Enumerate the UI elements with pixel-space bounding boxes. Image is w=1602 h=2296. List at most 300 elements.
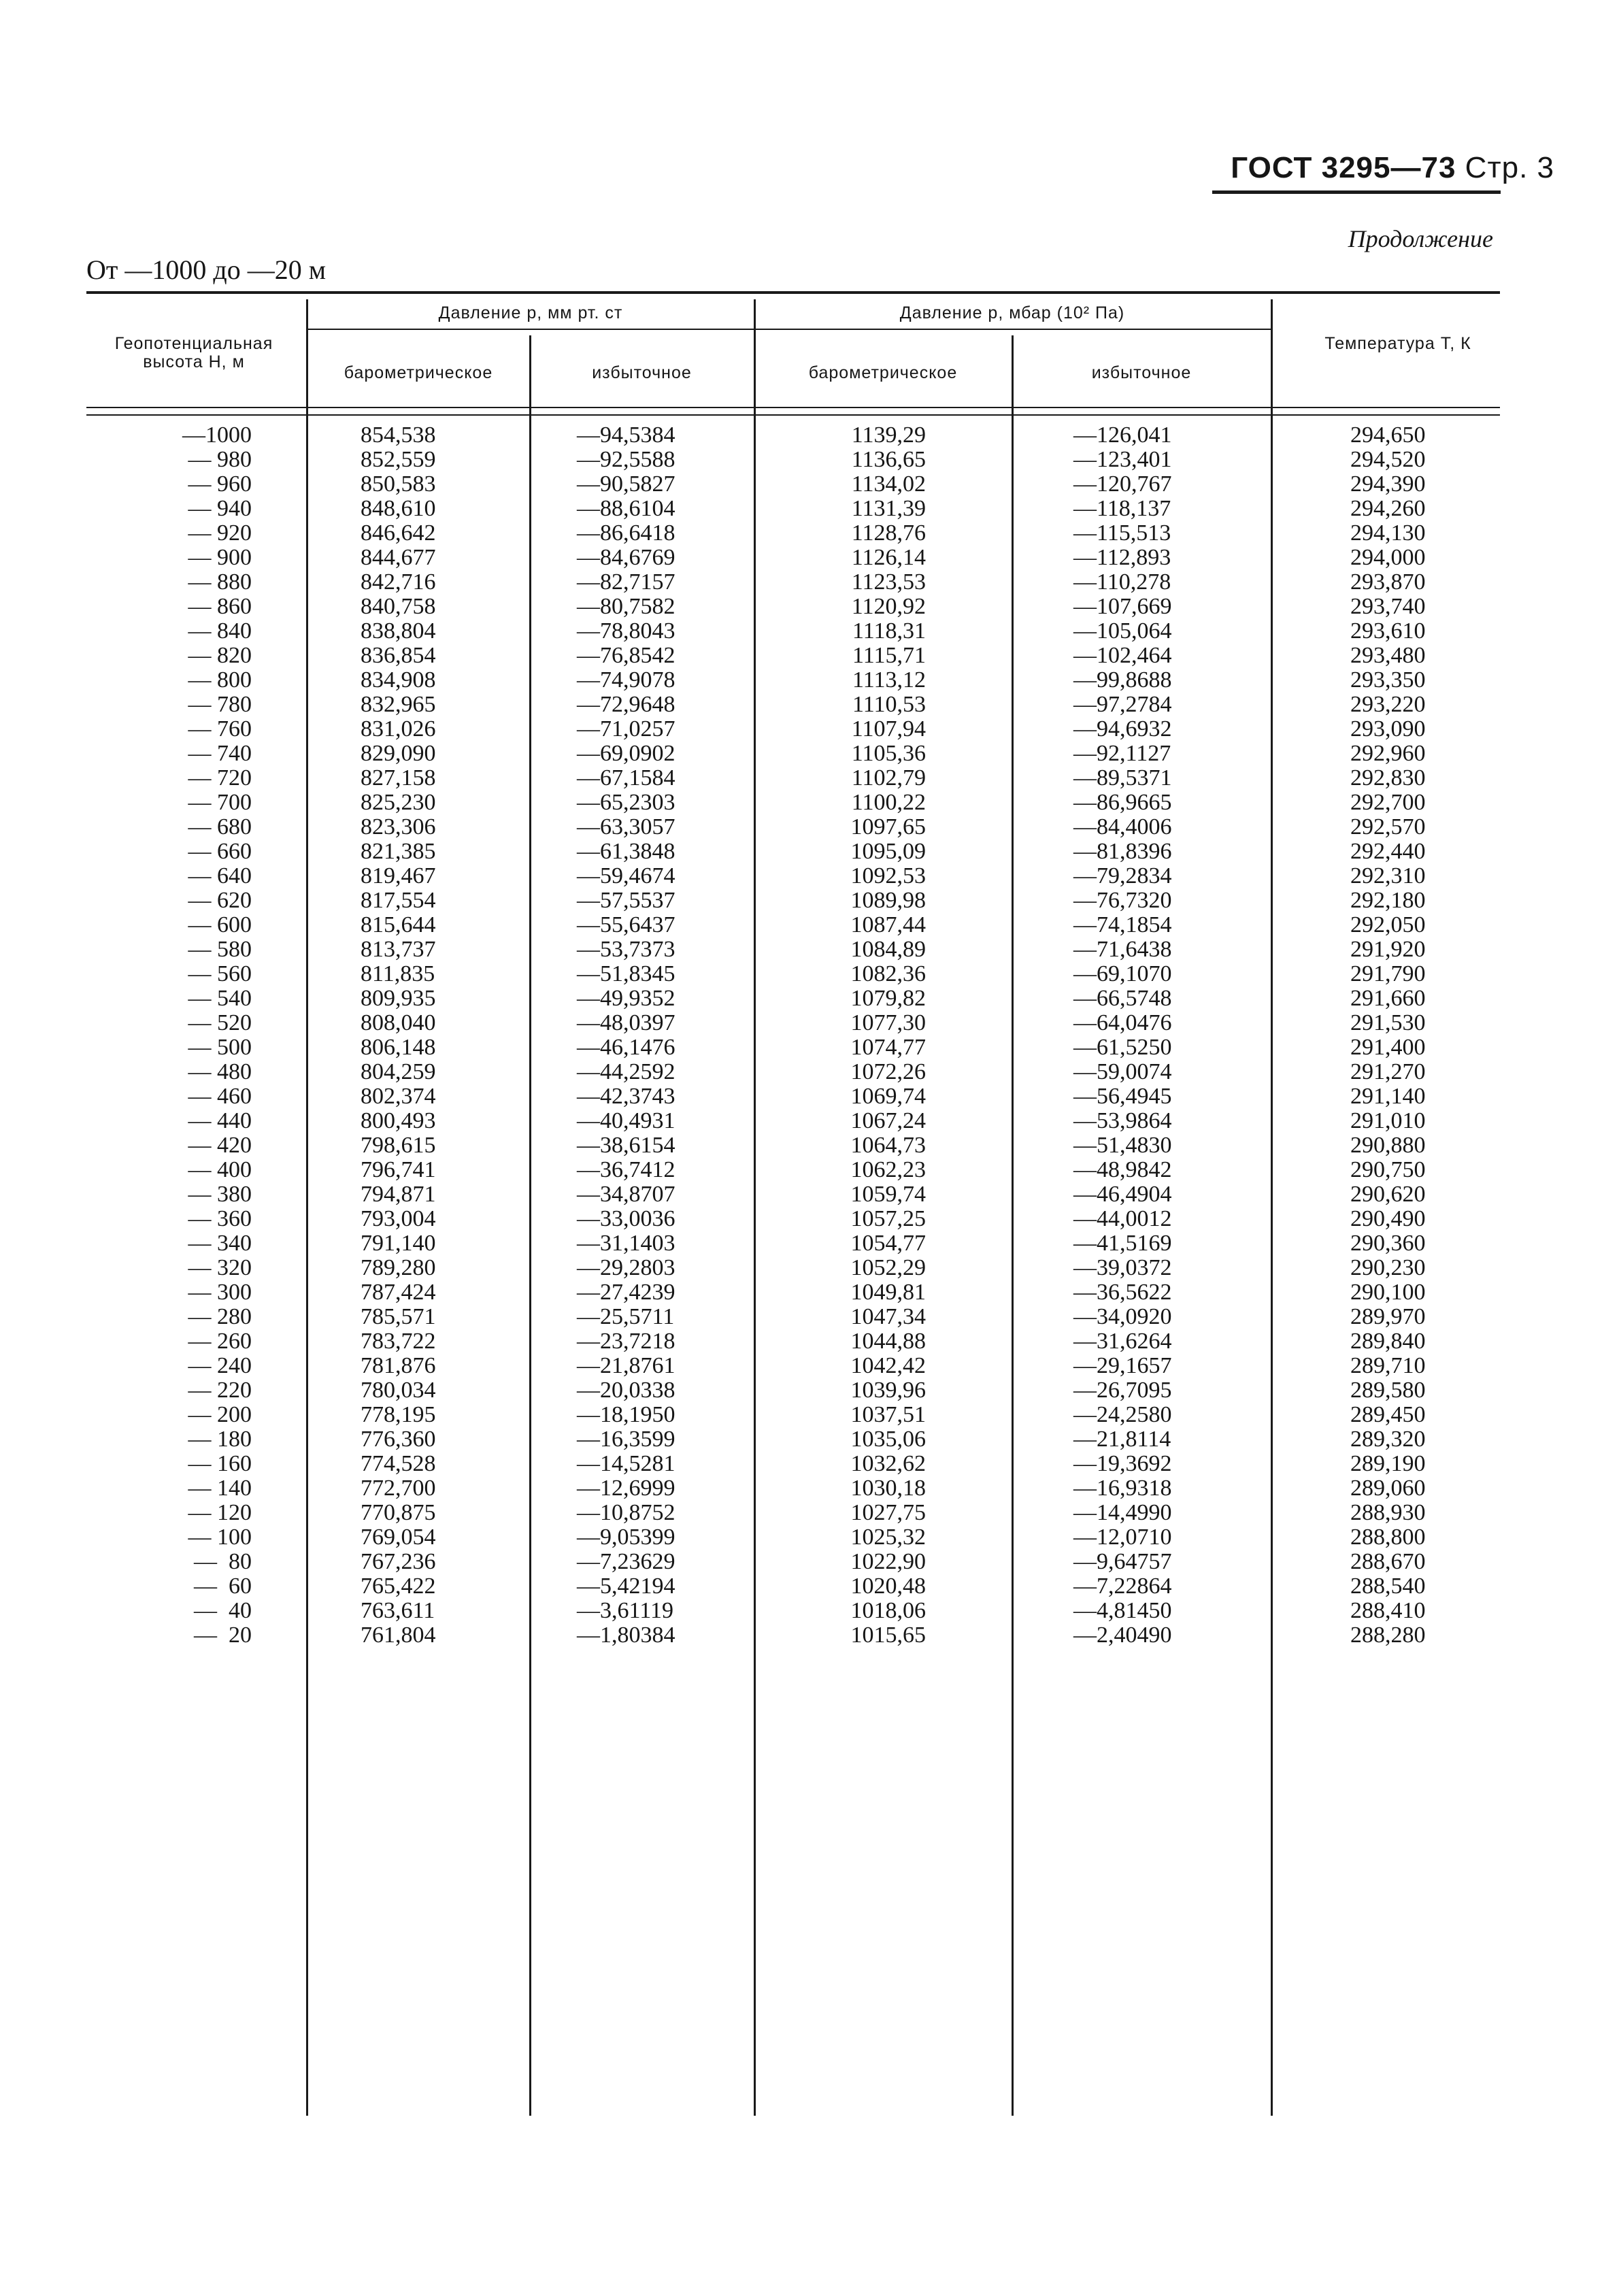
barometric-mmhg-cell: 840,758 [361,594,436,619]
barometric-mmhg-cell: 778,195 [361,1402,436,1427]
height-cell: — 200 [188,1402,252,1427]
barometric-mmhg-cell: 829,090 [361,741,436,766]
barometric-mmhg-cell: 791,140 [361,1231,436,1256]
excess-mbar-cell: —84,4006 [1073,814,1172,839]
excess-mbar-cell: —115,513 [1073,520,1171,546]
row-group [122,1403,252,1525]
excess-mmhg-cell: —12,6999 [577,1476,675,1501]
barometric-mbar-cell: 1134,02 [851,471,926,497]
excess-mbar-cell: —97,2784 [1073,692,1172,717]
excess-mbar-cell: —41,5169 [1073,1231,1172,1256]
barometric-mmhg-cell: 850,583 [361,471,436,497]
excess-mmhg-cell: —69,0902 [577,741,675,766]
excess-mmhg-header: избыточное [592,363,692,382]
header-bottom-rule-2 [86,414,1500,416]
temperature-cell: 290,750 [1350,1157,1426,1182]
barometric-mbar-cell: 1059,74 [850,1182,926,1207]
height-cell: — 180 [188,1427,252,1452]
temperature-cell: 292,440 [1350,839,1426,864]
excess-mmhg-cell: —29,2803 [577,1255,675,1280]
height-cell: — 480 [188,1059,252,1084]
height-cell: — 380 [188,1182,252,1207]
height-column-header: Геопотенциальная высота H, м [114,334,273,371]
row-group [361,791,469,913]
excess-mmhg-cell: —51,8345 [577,961,675,986]
excess-mbar-cell: —81,8396 [1073,839,1172,864]
barometric-mbar-cell: 1077,30 [850,1010,926,1035]
row-group [1350,913,1449,1035]
barometric-mbar-cell: 1027,75 [850,1500,926,1525]
temperature-cell: 292,570 [1350,814,1426,839]
excess-mbar-cell: —123,401 [1073,447,1172,472]
height-cell: — 580 [188,937,252,962]
page-number: Стр. 3 [1465,151,1554,184]
temperature-cell: 291,140 [1350,1084,1426,1109]
temperature-cell: 293,610 [1350,618,1426,644]
row-group [1350,1280,1449,1403]
barometric-mbar-column [827,423,926,1648]
temperature-cell: 293,350 [1350,667,1426,693]
height-cell: — 220 [188,1378,252,1403]
row-group [827,423,926,546]
excess-mbar-cell: —44,0012 [1073,1206,1172,1231]
barometric-mmhg-cell: 823,306 [361,814,436,839]
excess-mmhg-cell: —88,6104 [577,496,675,521]
barometric-mbar-cell: 1062,23 [850,1157,926,1182]
excess-mmhg-cell: —63,3057 [577,814,675,839]
barometric-mmhg-cell: 804,259 [361,1059,436,1084]
barometric-mmhg-cell: 780,034 [361,1378,436,1403]
temperature-cell: 294,130 [1350,520,1426,546]
barometric-mbar-cell: 1084,89 [850,937,926,962]
excess-mmhg-cell: —40,4931 [577,1108,675,1133]
temperature-cell: 291,790 [1350,961,1426,986]
barometric-mmhg-cell: 834,908 [361,667,436,693]
temperature-cell: 292,960 [1350,741,1426,766]
temperature-cell: 292,310 [1350,863,1426,888]
row-group [361,546,469,668]
excess-mmhg-cell: —80,7582 [577,594,675,619]
excess-mmhg-cell: —9,05399 [577,1525,675,1550]
barometric-mbar-cell: 1057,25 [850,1206,926,1231]
height-cell: — 420 [188,1133,252,1158]
row-group [577,1158,703,1280]
excess-mmhg-cell: —57,5537 [577,888,675,913]
excess-mmhg-cell: —67,1584 [577,765,675,791]
barometric-mbar-cell: 1095,09 [850,839,926,864]
excess-mmhg-cell: —34,8707 [577,1182,675,1207]
barometric-mbar-cell: 1079,82 [850,986,926,1011]
row-group [122,668,252,791]
excess-mmhg-cell: —86,6418 [577,520,675,546]
barometric-mmhg-cell: 802,374 [361,1084,436,1109]
temperature-cell: 290,490 [1350,1206,1426,1231]
height-cell: — 900 [188,545,252,570]
barometric-mbar-cell: 1131,39 [851,496,926,521]
table-top-rule [86,291,1500,294]
barometric-mbar-cell: 1069,74 [850,1084,926,1109]
height-cell: — 660 [188,839,252,864]
barometric-mbar-cell: 1139,29 [851,422,926,448]
barometric-mmhg-cell: 842,716 [361,569,436,595]
barometric-mmhg-cell: 772,700 [361,1476,436,1501]
excess-mmhg-column [577,423,703,1648]
height-cell: — 960 [188,471,252,497]
row-group [122,1035,252,1158]
barometric-mmhg-cell: 806,148 [361,1035,436,1060]
row-group [1073,1035,1196,1158]
excess-mmhg-cell: —78,8043 [577,618,675,644]
row-group [361,1525,469,1648]
height-cell: — 640 [188,863,252,888]
temperature-cell: 291,010 [1350,1108,1426,1133]
excess-mmhg-cell: —42,3743 [577,1084,675,1109]
row-group [827,668,926,791]
row-group [577,791,703,913]
excess-mbar-cell: —16,9318 [1073,1476,1172,1501]
height-cell: — 840 [188,618,252,644]
barometric-mbar-cell: 1052,29 [850,1255,926,1280]
row-group [1350,1035,1449,1158]
barometric-mbar-cell: 1136,65 [851,447,926,472]
height-cell: — 440 [188,1108,252,1133]
excess-mbar-cell: —76,7320 [1073,888,1172,913]
temperature-cell: 289,580 [1350,1378,1426,1403]
table-range-caption: От —1000 до —20 м [86,254,327,285]
barometric-mbar-cell: 1067,24 [850,1108,926,1133]
row-group [827,546,926,668]
temperature-cell: 293,480 [1350,643,1426,668]
temperature-cell: 294,260 [1350,496,1426,521]
barometric-mmhg-cell: 794,871 [361,1182,436,1207]
excess-mbar-column [1073,423,1196,1648]
excess-mmhg-cell: —84,6769 [577,545,675,570]
row-group [361,1403,469,1525]
temperature-cell: 289,970 [1350,1304,1426,1329]
temperature-cell: 289,190 [1350,1451,1426,1476]
temperature-cell: 291,530 [1350,1010,1426,1035]
barometric-mmhg-cell: 763,611 [361,1598,435,1623]
row-group [827,913,926,1035]
pressure-mmhg-header: Давление p, мм рт. ст [438,303,623,322]
row-group [827,1158,926,1280]
height-cell: — 20 [194,1623,252,1648]
excess-mbar-cell: —2,40490 [1073,1623,1172,1648]
barometric-mmhg-cell: 774,528 [361,1451,436,1476]
barometric-mbar-cell: 1037,51 [850,1402,926,1427]
barometric-mmhg-cell: 852,559 [361,447,436,472]
barometric-mbar-cell: 1089,98 [850,888,926,913]
temperature-column-header: Температура T, К [1324,334,1471,353]
excess-mmhg-cell: —36,7412 [577,1157,675,1182]
height-cell: — 540 [188,986,252,1011]
row-group [827,791,926,913]
height-cell: — 780 [188,692,252,717]
row-group [361,1280,469,1403]
height-cell: — 940 [188,496,252,521]
excess-mmhg-cell: —3,61119 [577,1598,673,1623]
height-cell: — 320 [188,1255,252,1280]
height-cell: — 120 [188,1500,252,1525]
column-divider [1271,299,1273,2116]
barometric-mbar-cell: 1044,88 [850,1329,926,1354]
temperature-cell: 288,930 [1350,1500,1426,1525]
height-cell: — 620 [188,888,252,913]
column-divider [754,299,756,2116]
excess-mbar-cell: —48,9842 [1073,1157,1172,1182]
barometric-mbar-cell: 1020,48 [850,1574,926,1599]
excess-mbar-header: избыточное [1091,363,1192,382]
excess-mbar-cell: —26,7095 [1073,1378,1172,1403]
temperature-cell: 293,090 [1350,716,1426,742]
excess-mbar-cell: —53,9864 [1073,1108,1172,1133]
barometric-mmhg-column [361,423,469,1648]
barometric-mmhg-cell: 815,644 [361,912,436,937]
excess-mbar-cell: —31,6264 [1073,1329,1172,1354]
excess-mmhg-cell: —92,5588 [577,447,675,472]
row-group [122,1158,252,1280]
height-cell: — 360 [188,1206,252,1231]
excess-mmhg-cell: —94,5384 [577,422,675,448]
height-cell: — 680 [188,814,252,839]
barometric-mmhg-cell: 765,422 [361,1574,436,1599]
barometric-mbar-cell: 1128,76 [851,520,926,546]
height-cell: — 500 [188,1035,252,1060]
temperature-cell: 291,660 [1350,986,1426,1011]
temperature-cell: 290,880 [1350,1133,1426,1158]
barometric-mbar-cell: 1015,65 [850,1623,926,1648]
barometric-mbar-header: барометрическое [808,363,958,382]
barometric-mbar-cell: 1110,53 [852,692,926,717]
excess-mbar-cell: —79,2834 [1073,863,1172,888]
row-group [827,1525,926,1648]
excess-mbar-cell: —4,81450 [1073,1598,1172,1623]
barometric-mbar-cell: 1107,94 [851,716,926,742]
excess-mbar-cell: —61,5250 [1073,1035,1172,1060]
height-cell: — 860 [188,594,252,619]
barometric-mbar-cell: 1123,53 [851,569,926,595]
continuation-label: Продолжение [1348,225,1493,252]
excess-mbar-cell: —56,4945 [1073,1084,1172,1109]
excess-mmhg-cell: —48,0397 [577,1010,675,1035]
excess-mbar-cell: —89,5371 [1073,765,1172,791]
barometric-mmhg-header: барометрическое [344,363,493,382]
barometric-mmhg-cell: 848,610 [361,496,436,521]
temperature-cell: 294,390 [1350,471,1426,497]
barometric-mmhg-cell: 836,854 [361,643,436,668]
excess-mbar-cell: —34,0920 [1073,1304,1172,1329]
height-cell: — 400 [188,1157,252,1182]
height-cell: — 140 [188,1476,252,1501]
height-cell: — 520 [188,1010,252,1035]
excess-mmhg-cell: —44,2592 [577,1059,675,1084]
temperature-cell: 294,650 [1350,422,1426,448]
barometric-mbar-cell: 1102,79 [851,765,926,791]
excess-mmhg-cell: —72,9648 [577,692,675,717]
excess-mmhg-cell: —16,3599 [577,1427,675,1452]
row-group [577,1525,703,1648]
excess-mmhg-cell: —27,4239 [577,1280,675,1305]
excess-mmhg-cell: —18,1950 [577,1402,675,1427]
excess-mbar-cell: —118,137 [1073,496,1171,521]
temperature-cell: 290,100 [1350,1280,1426,1305]
barometric-mbar-cell: 1092,53 [850,863,926,888]
barometric-mmhg-cell: 811,835 [361,961,435,986]
row-group [122,791,252,913]
barometric-mmhg-cell: 787,424 [361,1280,436,1305]
temperature-cell: 291,920 [1350,937,1426,962]
excess-mbar-cell: —126,041 [1073,422,1172,448]
row-group [1073,791,1196,913]
row-group [122,423,252,546]
barometric-mbar-cell: 1126,14 [851,545,926,570]
barometric-mbar-cell: 1082,36 [850,961,926,986]
barometric-mmhg-cell: 761,804 [361,1623,436,1648]
excess-mbar-cell: —107,669 [1073,594,1172,619]
excess-mbar-cell: —86,9665 [1073,790,1172,815]
barometric-mbar-cell: 1035,06 [850,1427,926,1452]
row-group [122,1525,252,1648]
height-cell: — 720 [188,765,252,791]
excess-mbar-cell: —51,4830 [1073,1133,1172,1158]
excess-mbar-cell: —14,4990 [1073,1500,1172,1525]
excess-mbar-cell: —12,0710 [1073,1525,1172,1550]
barometric-mbar-cell: 1087,44 [850,912,926,937]
temperature-cell: 290,620 [1350,1182,1426,1207]
row-group [1350,1158,1449,1280]
height-cell: — 80 [194,1549,252,1574]
row-group [1350,1525,1449,1648]
excess-mmhg-cell: —82,7157 [577,569,675,595]
excess-mbar-cell: —46,4904 [1073,1182,1172,1207]
temperature-cell: 290,230 [1350,1255,1426,1280]
excess-mbar-cell: —69,1070 [1073,961,1172,986]
excess-mmhg-cell: —33,0036 [577,1206,675,1231]
barometric-mmhg-cell: 809,935 [361,986,436,1011]
barometric-mmhg-cell: 813,737 [361,937,436,962]
temperature-cell: 289,710 [1350,1353,1426,1378]
barometric-mmhg-cell: 789,280 [361,1255,436,1280]
barometric-mbar-cell: 1072,26 [850,1059,926,1084]
temperature-cell: 288,540 [1350,1574,1426,1599]
excess-mbar-cell: —112,893 [1073,545,1171,570]
excess-mmhg-cell: —5,42194 [577,1574,675,1599]
group-rule-mmhg [306,329,754,330]
excess-mmhg-cell: —38,6154 [577,1133,675,1158]
excess-mbar-cell: —39,0372 [1073,1255,1172,1280]
row-group [1350,1403,1449,1525]
excess-mmhg-cell: —21,8761 [577,1353,675,1378]
temperature-column [1350,423,1449,1648]
barometric-mmhg-cell: 844,677 [361,545,436,570]
height-cell: — 700 [188,790,252,815]
excess-mmhg-cell: —61,3848 [577,839,675,864]
barometric-mbar-cell: 1113,12 [852,667,926,693]
temperature-cell: 289,840 [1350,1329,1426,1354]
excess-mmhg-cell: —7,23629 [577,1549,675,1574]
height-cell: — 60 [194,1574,252,1599]
temperature-cell: 290,360 [1350,1231,1426,1256]
excess-mbar-cell: —19,3692 [1073,1451,1172,1476]
row-group [577,1403,703,1525]
barometric-mmhg-cell: 819,467 [361,863,436,888]
excess-mbar-cell: —36,5622 [1073,1280,1172,1305]
excess-mmhg-cell: —55,6437 [577,912,675,937]
height-cell: — 980 [188,447,252,472]
barometric-mbar-cell: 1118,31 [852,618,926,644]
temperature-cell: 288,410 [1350,1598,1426,1623]
row-group [361,1158,469,1280]
excess-mmhg-cell: —59,4674 [577,863,675,888]
excess-mbar-cell: —120,767 [1073,471,1172,497]
temperature-cell: 288,800 [1350,1525,1426,1550]
barometric-mbar-cell: 1064,73 [850,1133,926,1158]
excess-mmhg-cell: —14,5281 [577,1451,675,1476]
row-group [577,423,703,546]
barometric-mmhg-cell: 838,804 [361,618,436,644]
row-group [577,1035,703,1158]
row-group [1073,668,1196,791]
barometric-mmhg-cell: 785,571 [361,1304,436,1329]
height-cell: — 920 [188,520,252,546]
barometric-mmhg-cell: 798,615 [361,1133,436,1158]
row-group [122,546,252,668]
row-group [1073,913,1196,1035]
height-cell: — 160 [188,1451,252,1476]
excess-mbar-cell: —92,1127 [1073,741,1171,766]
excess-mbar-cell: —9,64757 [1073,1549,1172,1574]
barometric-mmhg-cell: 793,004 [361,1206,436,1231]
barometric-mmhg-cell: 832,965 [361,692,436,717]
barometric-mbar-cell: 1105,36 [851,741,926,766]
excess-mmhg-cell: —90,5827 [577,471,675,497]
height-cell: — 280 [188,1304,252,1329]
height-cell: — 340 [188,1231,252,1256]
excess-mbar-cell: —94,6932 [1073,716,1172,742]
height-cell: —1000 [182,422,252,448]
temperature-cell: 288,670 [1350,1549,1426,1574]
standard-number: ГОСТ 3295—73 [1231,151,1456,184]
temperature-cell: 293,220 [1350,692,1426,717]
excess-mmhg-cell: —71,0257 [577,716,675,742]
height-cell: — 300 [188,1280,252,1305]
excess-mmhg-cell: —31,1403 [577,1231,675,1256]
height-cell: — 760 [188,716,252,742]
barometric-mbar-cell: 1018,06 [850,1598,926,1623]
barometric-mbar-cell: 1100,22 [851,790,926,815]
barometric-mmhg-cell: 800,493 [361,1108,436,1133]
pressure-mbar-header: Давление p, мбар (10² Па) [899,303,1125,322]
barometric-mbar-cell: 1042,42 [850,1353,926,1378]
excess-mmhg-cell: —20,0338 [577,1378,675,1403]
row-group [577,913,703,1035]
row-group [1073,1280,1196,1403]
excess-mmhg-cell: —65,2303 [577,790,675,815]
barometric-mmhg-cell: 769,054 [361,1525,436,1550]
row-group [1073,423,1196,546]
barometric-mbar-cell: 1025,32 [850,1525,926,1550]
barometric-mmhg-cell: 781,876 [361,1353,436,1378]
row-group [1073,546,1196,668]
excess-mbar-cell: —66,5748 [1073,986,1172,1011]
temperature-cell: 291,270 [1350,1059,1426,1084]
barometric-mmhg-cell: 846,642 [361,520,436,546]
temperature-cell: 289,450 [1350,1402,1426,1427]
barometric-mmhg-cell: 831,026 [361,716,436,742]
height-cell: — 800 [188,667,252,693]
barometric-mmhg-cell: 825,230 [361,790,436,815]
row-group [1073,1403,1196,1525]
